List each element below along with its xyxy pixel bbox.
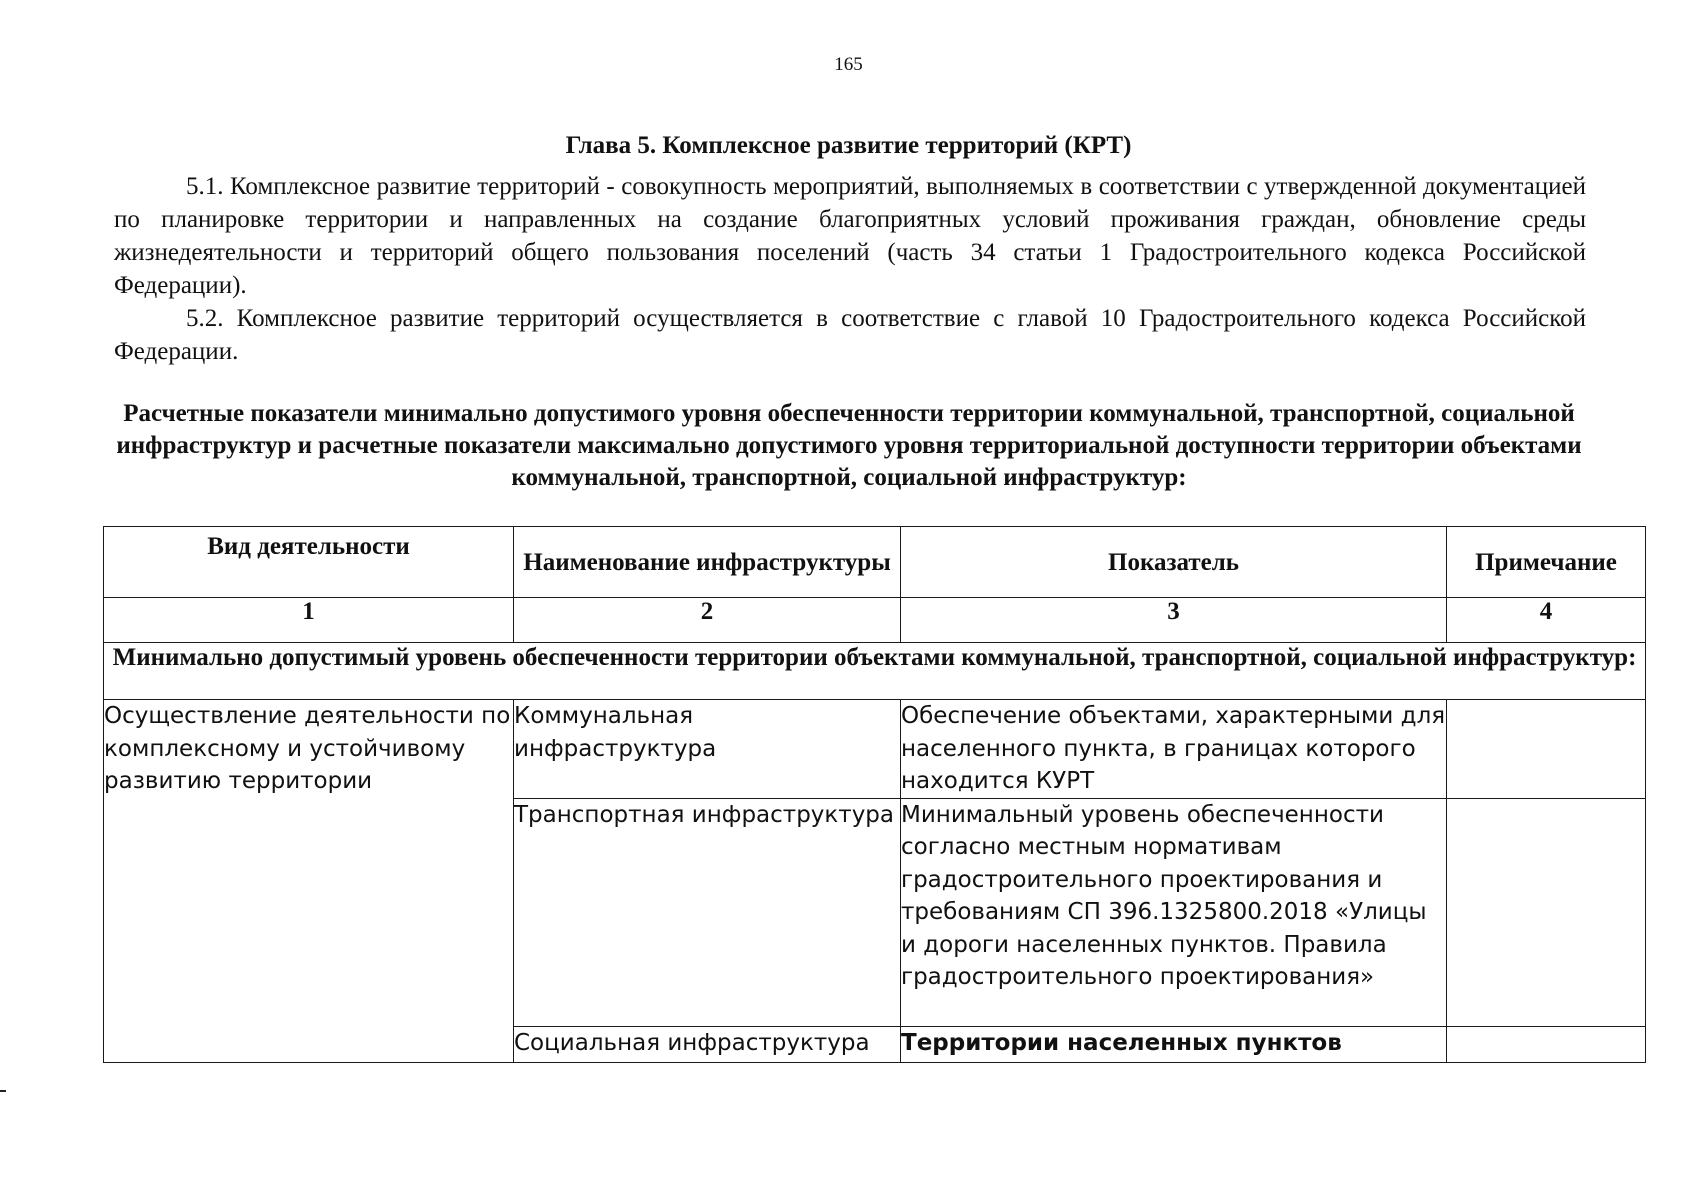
header-infrastructure: Наименование инфраструктуры (514, 527, 901, 598)
chapter-title: Глава 5. Комплексное развитие территорий (КРТ) (565, 132, 1132, 159)
note-cell (1447, 1026, 1646, 1062)
column-number-row (104, 598, 1646, 643)
infrastructure-cell: Коммунальная инфраструктура (514, 700, 901, 799)
header-note: Примечание (1447, 527, 1646, 598)
column-number: 1 (104, 598, 514, 643)
indicator-cell: Обеспечение объектами, характерными для населенного пункта, в границах которого находится КУРТ (901, 700, 1447, 799)
section-header-row (104, 643, 1646, 700)
header-indicator: Показатель (901, 527, 1447, 598)
header-activity: Вид деятельности (104, 527, 514, 598)
indicator-cell: Территории населенных пунктов (901, 1026, 1447, 1062)
paragraph-5-2: 5.2. Комплексное развитие территорий осуществляется в соответствие с главой 10 Градостроительного кодекса Российской Федерации. (114, 305, 1586, 365)
indicators-table (103, 526, 1646, 1063)
page-number: 165 (834, 54, 863, 75)
paragraph-5-1: 5.1. Комплексное развитие территорий - совокупность мероприятий, выполняемых в соответствии с утвержденной документацией по планировке территории и направленных на создание благоприятных условий проживания граждан, обновление среды жизнедеятельности и территорий общего пользования поселений (часть 34 статьи 1 Градостроительного кодекса Российской Федерации). (114, 173, 1586, 299)
infrastructure-cell: Социальная инфраструктура (514, 1026, 901, 1062)
table-header-row (104, 527, 1646, 598)
section-row-text: Минимально допустимый уровень обеспеченности территории объектами коммунальной, транспортной, социальной инфраструктур: (104, 643, 1646, 700)
section-title: Расчетные показатели минимально допустимого уровня обеспеченности территории коммунальной, транспортной, социальной инфраструктур и расчетные показатели максимально допустимого уровня территориальной доступности территории объектами коммунальной, транспортной, социальной инфраструктур: (116, 400, 1582, 491)
table-row (104, 700, 1646, 799)
indicator-cell: Минимальный уровень обеспеченности согласно местным нормативам градостроительного проектирования и требованиям СП 396.1325800.2018 «Улицы и дороги населенных пунктов. Правила градостроительного проектирования» (901, 798, 1447, 1026)
column-number: 3 (901, 598, 1447, 643)
scan-mark (0, 1090, 6, 1092)
column-number: 2 (514, 598, 901, 643)
infrastructure-cell: Транспортная инфраструктура (514, 798, 901, 1026)
note-cell (1447, 700, 1646, 799)
intro-text (114, 170, 1586, 368)
column-number: 4 (1447, 598, 1646, 643)
note-cell (1447, 798, 1646, 1026)
activity-cell: Осуществление деятельности по комплексному и устойчивому развитию территории (104, 700, 514, 1063)
